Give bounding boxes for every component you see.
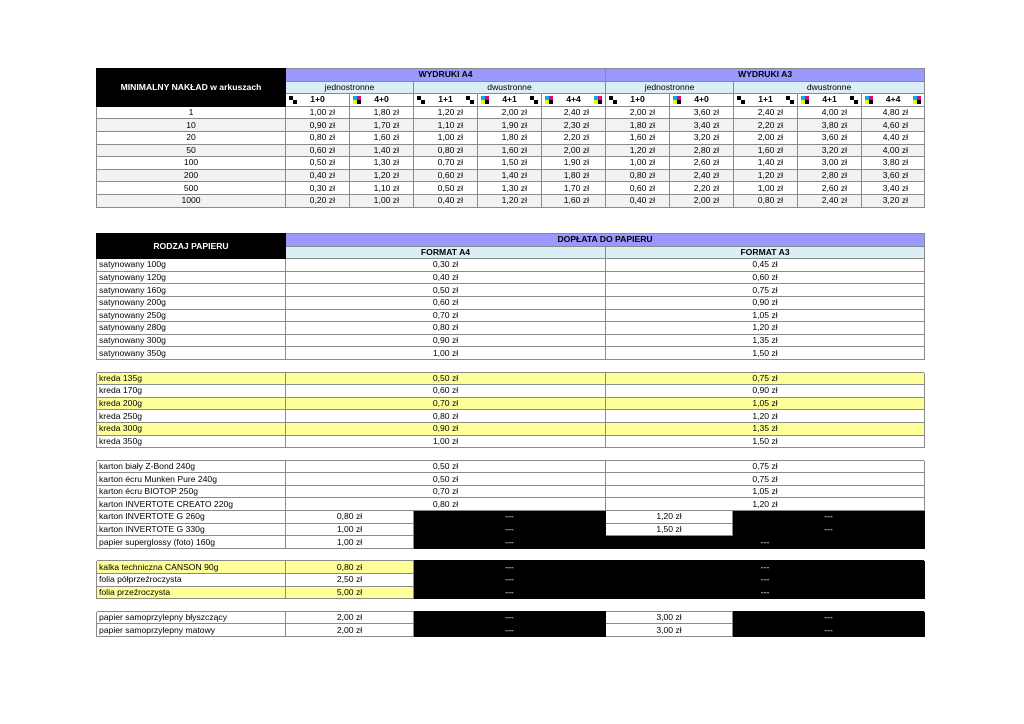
table-row: [97, 131, 925, 144]
not-available-cell: ---: [414, 561, 606, 574]
a3-single-sided-header: jednostronne: [606, 81, 734, 94]
price-cell: 4,00 zł: [798, 106, 862, 119]
a3-price-cell: 0,60 zł: [606, 271, 925, 284]
a3-price-cell: 3,00 zł: [606, 611, 733, 624]
price-cell: 2,00 zł: [606, 106, 670, 119]
a4-price-cell: 2,00 zł: [286, 611, 414, 624]
not-available-cell: ---: [414, 511, 606, 524]
paper-name-cell: kreda 170g: [97, 385, 286, 398]
print-mode-label: 4+1: [822, 94, 837, 105]
price-cell: 0,40 zł: [286, 169, 350, 182]
price-cell: 3,20 zł: [862, 194, 925, 207]
color-print-icon: [545, 96, 553, 104]
paper-type-header: RODZAJ PAPIERU: [97, 234, 286, 259]
price-cell: 0,60 zł: [606, 182, 670, 195]
a4-price-cell: 0,90 zł: [286, 422, 606, 435]
print-mode-header: [286, 94, 350, 107]
print-mode-label: 4+4: [566, 94, 581, 105]
price-cell: 1,60 zł: [350, 131, 414, 144]
price-cell: 2,30 zł: [542, 119, 606, 132]
price-cell: 3,20 zł: [798, 144, 862, 157]
paper-name-cell: karton INVERTOTE CREATO 220g: [97, 498, 286, 511]
paper-row: [97, 322, 925, 335]
table-row: [97, 169, 925, 182]
paper-name-cell: satynowany 120g: [97, 271, 286, 284]
spacer-row: [97, 359, 925, 372]
price-cell: 1,00 zł: [286, 106, 350, 119]
price-cell: 2,00 zł: [734, 131, 798, 144]
paper-surcharge-header: DOPŁATA DO PAPIERU: [286, 234, 925, 247]
paper-name-cell: satynowany 160g: [97, 284, 286, 297]
not-available-cell: ---: [733, 523, 925, 536]
color-print-icon: [481, 96, 489, 104]
price-cell: 2,00 zł: [478, 106, 542, 119]
paper-name-cell: satynowany 350g: [97, 347, 286, 360]
paper-name-cell: karton biały Z-Bond 240g: [97, 460, 286, 473]
a3-price-cell: 0,90 zł: [606, 385, 925, 398]
a4-price-cell: 0,50 zł: [286, 460, 606, 473]
price-cell: 1,30 zł: [478, 182, 542, 195]
not-available-cell: ---: [606, 536, 925, 549]
price-cell: 2,00 zł: [542, 144, 606, 157]
price-cell: 1,00 zł: [414, 131, 478, 144]
price-cell: 3,40 zł: [862, 182, 925, 195]
price-cell: 3,60 zł: [862, 169, 925, 182]
paper-row: [97, 473, 925, 486]
a4-double-sided-header: dwustronne: [414, 81, 606, 94]
price-cell: 1,10 zł: [350, 182, 414, 195]
a4-price-cell: 1,00 zł: [286, 523, 414, 536]
print-mode-label: 4+1: [502, 94, 517, 105]
a4-price-cell: 0,40 zł: [286, 271, 606, 284]
quantity-cell: 50: [97, 144, 286, 157]
a4-price-cell: 2,50 zł: [286, 574, 414, 587]
price-cell: 0,20 zł: [286, 194, 350, 207]
paper-row: [97, 385, 925, 398]
print-price-table: [96, 68, 925, 208]
price-cell: 1,70 zł: [350, 119, 414, 132]
price-cell: 4,40 zł: [862, 131, 925, 144]
not-available-cell: ---: [733, 611, 925, 624]
price-cell: 1,50 zł: [478, 157, 542, 170]
color-print-icon: [801, 96, 809, 104]
not-available-cell: ---: [733, 624, 925, 637]
black-print-icon: [289, 96, 297, 104]
quantity-cell: 500: [97, 182, 286, 195]
price-cell: 1,20 zł: [734, 169, 798, 182]
print-mode-header: [606, 94, 670, 107]
paper-row: [97, 498, 925, 511]
print-mode-header: [414, 94, 478, 107]
table-row: [97, 106, 925, 119]
a3-price-cell: 1,05 zł: [606, 485, 925, 498]
paper-row: [97, 523, 925, 536]
a4-price-cell: 0,30 zł: [286, 259, 606, 272]
price-cell: 4,00 zł: [862, 144, 925, 157]
price-cell: 1,80 zł: [350, 106, 414, 119]
price-cell: 1,20 zł: [414, 106, 478, 119]
quantity-cell: 1: [97, 106, 286, 119]
print-mode-header: [542, 94, 606, 107]
spacer-cell: [97, 359, 925, 372]
spacer-row: [97, 548, 925, 561]
a3-price-cell: 1,35 zł: [606, 422, 925, 435]
color-print-icon: [865, 96, 873, 104]
price-cell: 0,80 zł: [606, 169, 670, 182]
a4-price-cell: 1,00 zł: [286, 435, 606, 448]
spacer-row: [97, 599, 925, 612]
not-available-cell: ---: [414, 586, 606, 599]
paper-row: [97, 611, 925, 624]
price-cell: 1,80 zł: [478, 131, 542, 144]
price-cell: 1,40 zł: [350, 144, 414, 157]
price-cell: 1,30 zł: [350, 157, 414, 170]
price-cell: 1,90 zł: [542, 157, 606, 170]
print-mode-header: [734, 94, 798, 107]
paper-row: [97, 586, 925, 599]
spacer-cell: [97, 448, 925, 461]
price-cell: 1,10 zł: [414, 119, 478, 132]
a3-price-cell: 3,00 zł: [606, 624, 733, 637]
paper-name-cell: satynowany 200g: [97, 296, 286, 309]
not-available-cell: ---: [414, 536, 606, 549]
paper-name-cell: satynowany 300g: [97, 334, 286, 347]
price-cell: 2,60 zł: [798, 182, 862, 195]
price-cell: 1,20 zł: [606, 144, 670, 157]
a3-price-cell: 1,50 zł: [606, 347, 925, 360]
not-available-cell: ---: [414, 523, 606, 536]
paper-name-cell: kreda 250g: [97, 410, 286, 423]
quantity-cell: 1000: [97, 194, 286, 207]
price-cell: 0,60 zł: [286, 144, 350, 157]
paper-name-cell: folia przeźroczysta: [97, 586, 286, 599]
price-cell: 0,40 zł: [606, 194, 670, 207]
color-print-icon: [913, 96, 921, 104]
paper-row: [97, 309, 925, 322]
not-available-cell: ---: [606, 574, 925, 587]
price-cell: 4,60 zł: [862, 119, 925, 132]
paper-surcharge-table: [96, 233, 925, 637]
a4-price-cell: 0,70 zł: [286, 397, 606, 410]
not-available-cell: ---: [606, 586, 925, 599]
a3-price-cell: 0,75 zł: [606, 372, 925, 385]
price-cell: 1,60 zł: [542, 194, 606, 207]
print-mode-label: 4+0: [694, 94, 709, 105]
black-print-icon: [786, 96, 794, 104]
paper-name-cell: kreda 135g: [97, 372, 286, 385]
price-cell: 3,80 zł: [798, 119, 862, 132]
a3-price-cell: 1,05 zł: [606, 397, 925, 410]
table-row: [97, 182, 925, 195]
a3-price-cell: 0,45 zł: [606, 259, 925, 272]
a4-price-cell: 0,80 zł: [286, 511, 414, 524]
black-print-icon: [417, 96, 425, 104]
a4-price-cell: 0,50 zł: [286, 284, 606, 297]
black-print-icon: [466, 96, 474, 104]
table-row: [97, 157, 925, 170]
price-cell: 0,80 zł: [286, 131, 350, 144]
price-cell: 1,60 zł: [478, 144, 542, 157]
price-cell: 1,40 zł: [734, 157, 798, 170]
price-cell: 2,40 zł: [670, 169, 734, 182]
paper-name-cell: kreda 350g: [97, 435, 286, 448]
price-cell: 1,20 zł: [478, 194, 542, 207]
paper-name-cell: papier samoprzylepny błyszczący: [97, 611, 286, 624]
paper-row: [97, 271, 925, 284]
price-cell: 1,40 zł: [478, 169, 542, 182]
paper-name-cell: karton INVERTOTE G 330g: [97, 523, 286, 536]
price-cell: 3,20 zł: [670, 131, 734, 144]
a3-prints-header: WYDRUKI A3: [606, 69, 925, 82]
a4-price-cell: 0,50 zł: [286, 372, 606, 385]
paper-row: [97, 397, 925, 410]
paper-row: [97, 334, 925, 347]
print-mode-label: 1+0: [630, 94, 645, 105]
a3-price-cell: 1,20 zł: [606, 511, 733, 524]
paper-row: [97, 511, 925, 524]
paper-name-cell: papier samoprzylepny matowy: [97, 624, 286, 637]
a3-price-cell: 0,75 zł: [606, 460, 925, 473]
paper-name-cell: karton écru BIOTOP 250g: [97, 485, 286, 498]
print-mode-header: [862, 94, 925, 107]
not-available-cell: ---: [606, 561, 925, 574]
a3-double-sided-header: dwustronne: [734, 81, 925, 94]
print-mode-label: 1+1: [438, 94, 453, 105]
print-mode-label: 4+4: [885, 94, 901, 105]
paper-name-cell: satynowany 280g: [97, 322, 286, 335]
paper-row: [97, 410, 925, 423]
color-print-icon: [673, 96, 681, 104]
price-cell: 0,60 zł: [414, 169, 478, 182]
price-cell: 2,40 zł: [798, 194, 862, 207]
paper-row: [97, 347, 925, 360]
paper-name-cell: karton écru Munken Pure 240g: [97, 473, 286, 486]
price-cell: 0,50 zł: [286, 157, 350, 170]
paper-name-cell: kreda 300g: [97, 422, 286, 435]
table-row: [97, 194, 925, 207]
paper-row: [97, 296, 925, 309]
price-cell: 4,80 zł: [862, 106, 925, 119]
a3-price-cell: 0,90 zł: [606, 296, 925, 309]
paper-row: [97, 435, 925, 448]
a4-single-sided-header: jednostronne: [286, 81, 414, 94]
paper-name-cell: folia półprzeźroczysta: [97, 574, 286, 587]
print-mode-header: [670, 94, 734, 107]
price-cell: 2,00 zł: [670, 194, 734, 207]
a4-price-cell: 0,70 zł: [286, 485, 606, 498]
a4-price-cell: 1,00 zł: [286, 536, 414, 549]
paper-row: [97, 485, 925, 498]
price-cell: 1,00 zł: [734, 182, 798, 195]
not-available-cell: ---: [733, 511, 925, 524]
paper-row: [97, 460, 925, 473]
paper-row: [97, 259, 925, 272]
a4-price-cell: 0,60 zł: [286, 296, 606, 309]
price-cell: 1,80 zł: [542, 169, 606, 182]
a4-price-cell: 0,80 zł: [286, 561, 414, 574]
a3-price-cell: 0,75 zł: [606, 473, 925, 486]
color-print-icon: [353, 96, 361, 104]
price-cell: 1,70 zł: [542, 182, 606, 195]
table-row: [97, 144, 925, 157]
price-cell: 1,00 zł: [350, 194, 414, 207]
a4-price-cell: 0,60 zł: [286, 385, 606, 398]
price-cell: 3,60 zł: [798, 131, 862, 144]
paper-row: [97, 536, 925, 549]
paper-row: [97, 372, 925, 385]
paper-name-cell: satynowany 100g: [97, 259, 286, 272]
table-row: [97, 119, 925, 132]
price-cell: 1,20 zł: [350, 169, 414, 182]
paper-name-cell: satynowany 250g: [97, 309, 286, 322]
a3-price-cell: 1,50 zł: [606, 435, 925, 448]
a3-price-cell: 1,20 zł: [606, 498, 925, 511]
print-mode-label: 1+0: [310, 94, 325, 105]
price-cell: 0,70 zł: [414, 157, 478, 170]
not-available-cell: ---: [414, 574, 606, 587]
price-cell: 2,20 zł: [734, 119, 798, 132]
paper-row: [97, 561, 925, 574]
paper-row: [97, 574, 925, 587]
format-a4-header: FORMAT A4: [286, 246, 606, 259]
min-quantity-header: MINIMALNY NAKŁAD w arkuszach: [97, 69, 286, 107]
price-cell: 2,20 zł: [542, 131, 606, 144]
a3-price-cell: 1,20 zł: [606, 322, 925, 335]
price-cell: 2,80 zł: [798, 169, 862, 182]
price-cell: 3,60 zł: [670, 106, 734, 119]
a3-price-cell: 1,50 zł: [606, 523, 733, 536]
a3-price-cell: 1,05 zł: [606, 309, 925, 322]
price-cell: 0,80 zł: [734, 194, 798, 207]
price-cell: 1,00 zł: [606, 157, 670, 170]
price-cell: 1,60 zł: [734, 144, 798, 157]
quantity-cell: 200: [97, 169, 286, 182]
quantity-cell: 100: [97, 157, 286, 170]
price-cell: 1,60 zł: [606, 131, 670, 144]
price-cell: 3,00 zł: [798, 157, 862, 170]
price-cell: 0,50 zł: [414, 182, 478, 195]
not-available-cell: ---: [414, 624, 606, 637]
price-cell: 0,80 zł: [414, 144, 478, 157]
color-print-icon: [594, 96, 602, 104]
paper-name-cell: kreda 200g: [97, 397, 286, 410]
spacer-cell: [97, 548, 925, 561]
a3-price-cell: 1,20 zł: [606, 410, 925, 423]
a4-price-cell: 1,00 zł: [286, 347, 606, 360]
format-a3-header: FORMAT A3: [606, 246, 925, 259]
paper-row: [97, 284, 925, 297]
a4-price-cell: 0,50 zł: [286, 473, 606, 486]
a4-price-cell: 0,80 zł: [286, 498, 606, 511]
paper-row: [97, 422, 925, 435]
print-mode-label: 1+1: [758, 94, 773, 105]
price-cell: 3,40 zł: [670, 119, 734, 132]
price-cell: 2,40 zł: [542, 106, 606, 119]
a4-price-cell: 0,80 zł: [286, 322, 606, 335]
print-mode-header: [798, 94, 862, 107]
print-mode-header: [350, 94, 414, 107]
price-cell: 0,40 zł: [414, 194, 478, 207]
price-cell: 3,80 zł: [862, 157, 925, 170]
black-print-icon: [737, 96, 745, 104]
not-available-cell: ---: [414, 611, 606, 624]
a4-price-cell: 0,70 zł: [286, 309, 606, 322]
a4-prints-header: WYDRUKI A4: [286, 69, 606, 82]
print-mode-label: 4+0: [374, 94, 389, 105]
paper-name-cell: kalka techniczna CANSON 90g: [97, 561, 286, 574]
a4-price-cell: 2,00 zł: [286, 624, 414, 637]
price-cell: 1,80 zł: [606, 119, 670, 132]
a4-price-cell: 0,90 zł: [286, 334, 606, 347]
black-print-icon: [609, 96, 617, 104]
spacer-cell: [97, 599, 925, 612]
black-print-icon: [530, 96, 538, 104]
black-print-icon: [850, 96, 858, 104]
paper-row: [97, 624, 925, 637]
price-cell: 0,90 zł: [286, 119, 350, 132]
price-cell: 2,60 zł: [670, 157, 734, 170]
a4-price-cell: 5,00 zł: [286, 586, 414, 599]
quantity-cell: 10: [97, 119, 286, 132]
quantity-cell: 20: [97, 131, 286, 144]
price-cell: 0,30 zł: [286, 182, 350, 195]
price-cell: 2,40 zł: [734, 106, 798, 119]
spacer-row: [97, 448, 925, 461]
paper-name-cell: karton INVERTOTE G 260g: [97, 511, 286, 524]
a4-price-cell: 0,80 zł: [286, 410, 606, 423]
price-cell: 2,20 zł: [670, 182, 734, 195]
paper-name-cell: papier superglossy (foto) 160g: [97, 536, 286, 549]
a3-price-cell: 0,75 zł: [606, 284, 925, 297]
price-cell: 2,80 zł: [670, 144, 734, 157]
print-mode-header: [478, 94, 542, 107]
price-cell: 1,90 zł: [478, 119, 542, 132]
a3-price-cell: 1,35 zł: [606, 334, 925, 347]
